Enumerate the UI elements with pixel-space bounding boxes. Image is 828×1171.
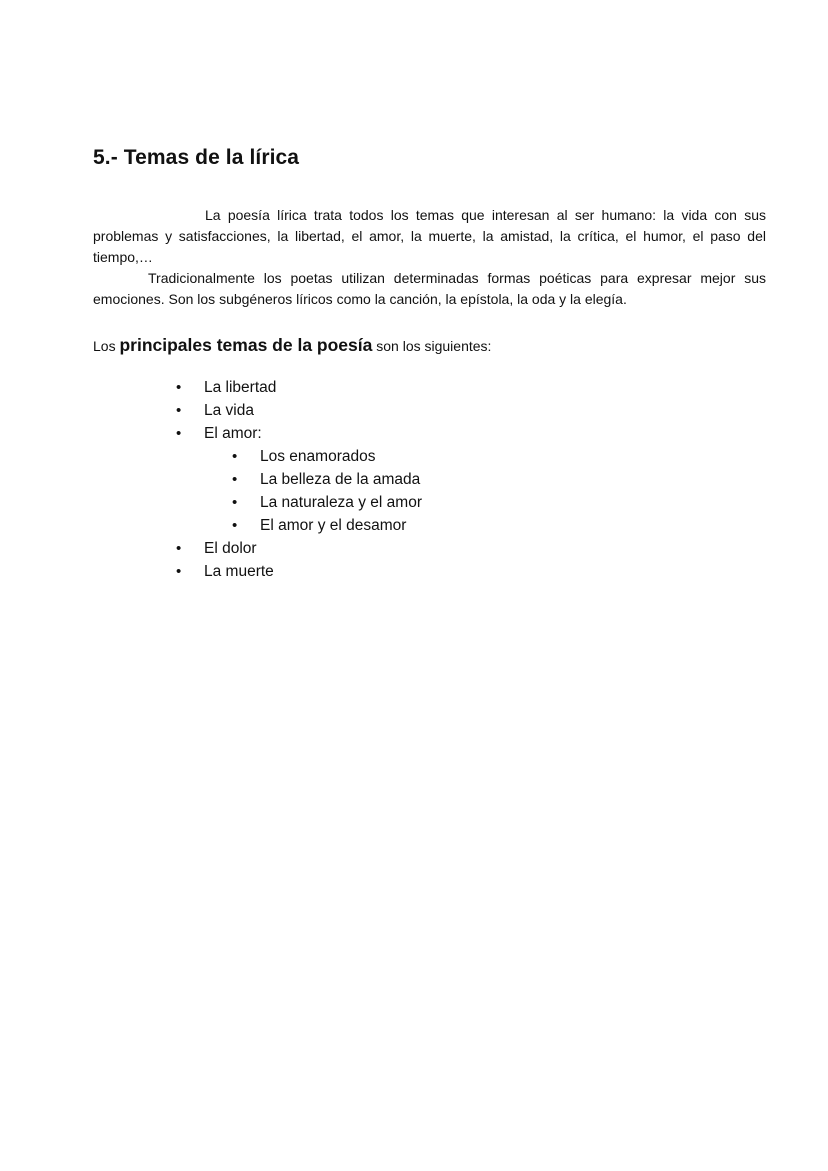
amor-subtopics-list <box>176 445 422 537</box>
topics-list <box>176 376 422 583</box>
list-item <box>176 537 422 560</box>
list-item <box>232 445 422 468</box>
list-item <box>232 491 422 514</box>
list-item <box>232 468 422 491</box>
list-item <box>176 376 422 399</box>
subtopic-label: La naturaleza y el amor <box>260 494 422 511</box>
intro-prefix: Los <box>93 338 116 354</box>
subtopic-label: La belleza de la amada <box>260 471 421 488</box>
topic-label: La muerte <box>204 563 274 580</box>
bullet-icon: • <box>232 448 238 465</box>
bullet-icon: • <box>176 563 182 580</box>
topic-label: El dolor <box>204 540 257 557</box>
bullet-icon: • <box>232 471 238 488</box>
list-item <box>176 422 422 537</box>
bullet-icon: • <box>232 517 238 534</box>
topic-label: La vida <box>204 402 254 419</box>
section-title: 5.- Temas de la lírica <box>93 146 300 169</box>
subtopic-label: El amor y el desamor <box>260 517 407 534</box>
intro-suffix: son los siguientes: <box>376 338 492 354</box>
paragraph-themes: La poesía lírica trata todos los temas que interesan al ser humano: la vida con sus problemas y satisfacciones, la libertad, el amor, la muerte, la amistad, la crítica, el humor, el paso del tiempo,… <box>93 207 766 265</box>
bullet-icon: • <box>176 379 182 396</box>
topic-label: El amor: <box>204 425 262 442</box>
intro-emphasis: principales temas de la poesía <box>119 335 373 355</box>
paragraph-subgenres: Tradicionalmente los poetas utilizan determinadas formas poéticas para expresar mejor sus emociones. Son los subgéneros líricos como la canción, la epístola, la oda y la elegía. <box>93 270 766 307</box>
subtopic-label: Los enamorados <box>260 448 376 465</box>
bullet-icon: • <box>176 540 182 557</box>
bullet-icon: • <box>176 425 182 442</box>
list-item <box>176 399 422 422</box>
bullet-icon: • <box>232 494 238 511</box>
list-item <box>232 514 422 537</box>
list-item <box>176 560 422 583</box>
bullet-icon: • <box>176 402 182 419</box>
topic-label: La libertad <box>204 379 277 396</box>
topics-intro <box>93 334 491 357</box>
